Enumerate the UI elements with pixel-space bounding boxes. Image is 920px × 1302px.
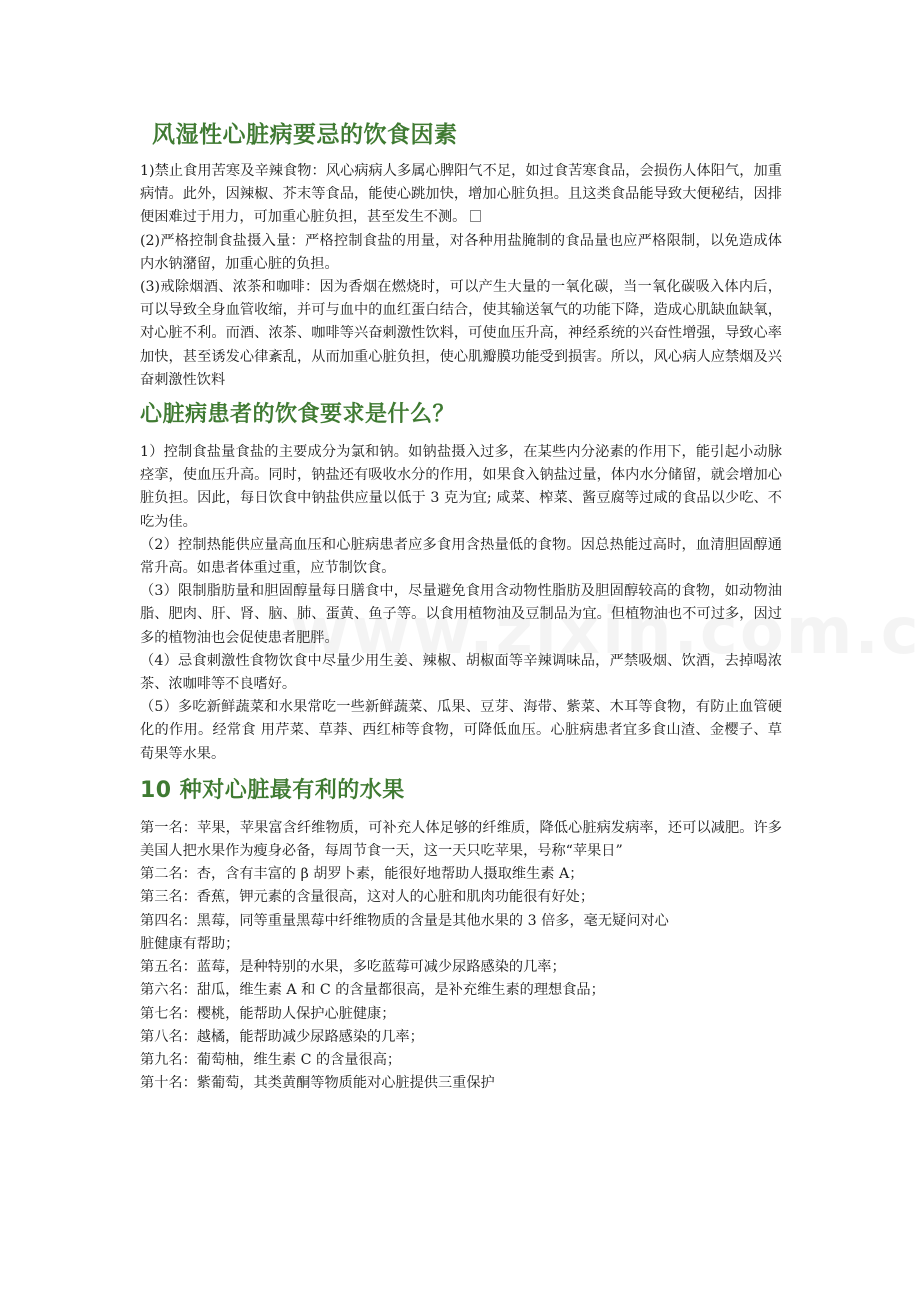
paragraph: （5）多吃新鲜蔬菜和水果常吃一些新鲜蔬菜、瓜果、豆芽、海带、紫菜、木耳等食物，有防止血管硬化的作用。经常食 用芹菜、草莽、西红柿等食物，可降低血压。心脏病患者宜多食山渣、金樱子、草荀果等水果。 xyxy=(140,699,782,762)
section-title-rheumatic: 风湿性心脏病要忌的饮食因素 xyxy=(152,122,458,148)
list-item: 第八名：越橘，能帮助减少尿路感染的几率； xyxy=(140,1028,424,1045)
paragraph: （4）忌食刺激性食物饮食中尽量少用生姜、辣椒、胡椒面等辛辣调味品，严禁吸烟、饮酒，去掉喝浓茶、浓咖啡等不良嗜好。 xyxy=(140,652,782,693)
list-item: 第十名：紫葡萄，其类黄酮等物质能对心脏提供三重保护 xyxy=(140,1075,495,1092)
paragraph xyxy=(140,160,782,230)
list-item: 第三名：香蕉，钾元素的含量很高，这对人的心脏和肌肉功能很有好处； xyxy=(140,889,595,906)
list-item: 第四名：黑莓，同等重量黑莓中纤维物质的含量是其他水果的 3 倍多，毫无疑问对心 xyxy=(140,912,669,929)
document-page xyxy=(140,112,782,1095)
paragraph: (2)严格控制食盐摄入量：严格控制食盐的用量，对各种用盐腌制的食品量也应严格限制，以免造成体内水钠潴留，加重心脏的负担。 xyxy=(140,232,782,272)
section-title-top-fruits: 10 种对心脏最有利的水果 xyxy=(140,777,405,803)
list-item: 第一名：苹果，苹果富含纤维物质，可补充人体足够的纤维质，降低心脏病发病率，还可以减肥。许多美国人把水果作为瘦身必备，每周节食一天，这一天只吃苹果，号称“苹果日” xyxy=(140,819,782,860)
list-item: 第五名：蓝莓，是种特别的水果，多吃蓝莓可减少尿路感染的几率； xyxy=(140,959,566,976)
paragraph-text: 1)禁止食用苦寒及辛辣食物：风心病病人多属心脾阳气不足，如过食苦寒食品，会损伤人体阳气，加重病情。此外，因辣椒、芥末等食品，能使心跳加快，增加心脏负担。且这类食品能导致大便秘结，因排便困难过于用力，可加重心脏负担，甚至发生不测。 xyxy=(140,163,782,226)
list-item: 第九名：葡萄柚，维生素 C 的含量很高； xyxy=(140,1051,402,1068)
placeholder-box-icon xyxy=(470,210,481,222)
list-item: 脏健康有帮助； xyxy=(140,935,240,952)
list-item: 第六名：甜瓜，维生素 A 和 C 的含量都很高，是补充维生素的理想食品； xyxy=(140,982,605,999)
paragraph: （3）限制脂肪量和胆固醇量每日膳食中，尽量避免食用含动物性脂肪及胆固醇较高的食物，如动物油脂、肥肉、肝、肾、脑、肺、蛋黄、鱼子等。以食用植物油及豆制品为宜。但植物油也不可过多，因过多的植物油也会促使患者肥胖。 xyxy=(140,583,782,646)
paragraph: (3)戒除烟酒、浓茶和咖啡：因为香烟在燃烧时，可以产生大量的一氧化碳，当一氧化碳吸入体内后，可以导致全身血管收缩，并可与血中的血红蛋白结合，使其输送氧气的功能下降，造成心肌缺血缺氧，对心脏不利。而酒、浓茶、咖啡等兴奋刺激性饮料，可使血压升高，神经系统的兴奋性增强，导致心率加快，甚至诱发心律紊乱，从而加重心脏负担，使心肌瓣膜功能受到损害。所以，风心病人应禁烟及兴奋刺激性饮料 xyxy=(140,279,782,388)
list-item: 第七名：樱桃，能帮助人保护心脏健康； xyxy=(140,1005,396,1022)
section-title-diet-requirements: 心脏病患者的饮食要求是什么？ xyxy=(140,402,456,428)
list-item: 第二名：杏，含有丰富的 β 胡罗卜素，能很好地帮助人摄取维生素 A； xyxy=(140,866,584,883)
paragraph: 1）控制食盐量食盐的主要成分为氯和钠。如钠盐摄入过多，在某些内分泌素的作用下，能引起小动脉痉挛，使血压升高。同时，钠盐还有吸收水分的作用，如果食入钠盐过量，体内水分储留，就会增加心脏负担。因此，每日饮食中钠盐供应量以低于 3 克为宜; 咸菜、榨菜、酱豆腐等过咸的食品以少吃、不吃为佳。 xyxy=(140,444,782,530)
paragraph: （2）控制热能供应量高血压和心脏病患者应多食用含热量低的食物。因总热能过高时，血清胆固醇通常升高。如患者体重过重，应节制饮食。 xyxy=(140,536,782,577)
